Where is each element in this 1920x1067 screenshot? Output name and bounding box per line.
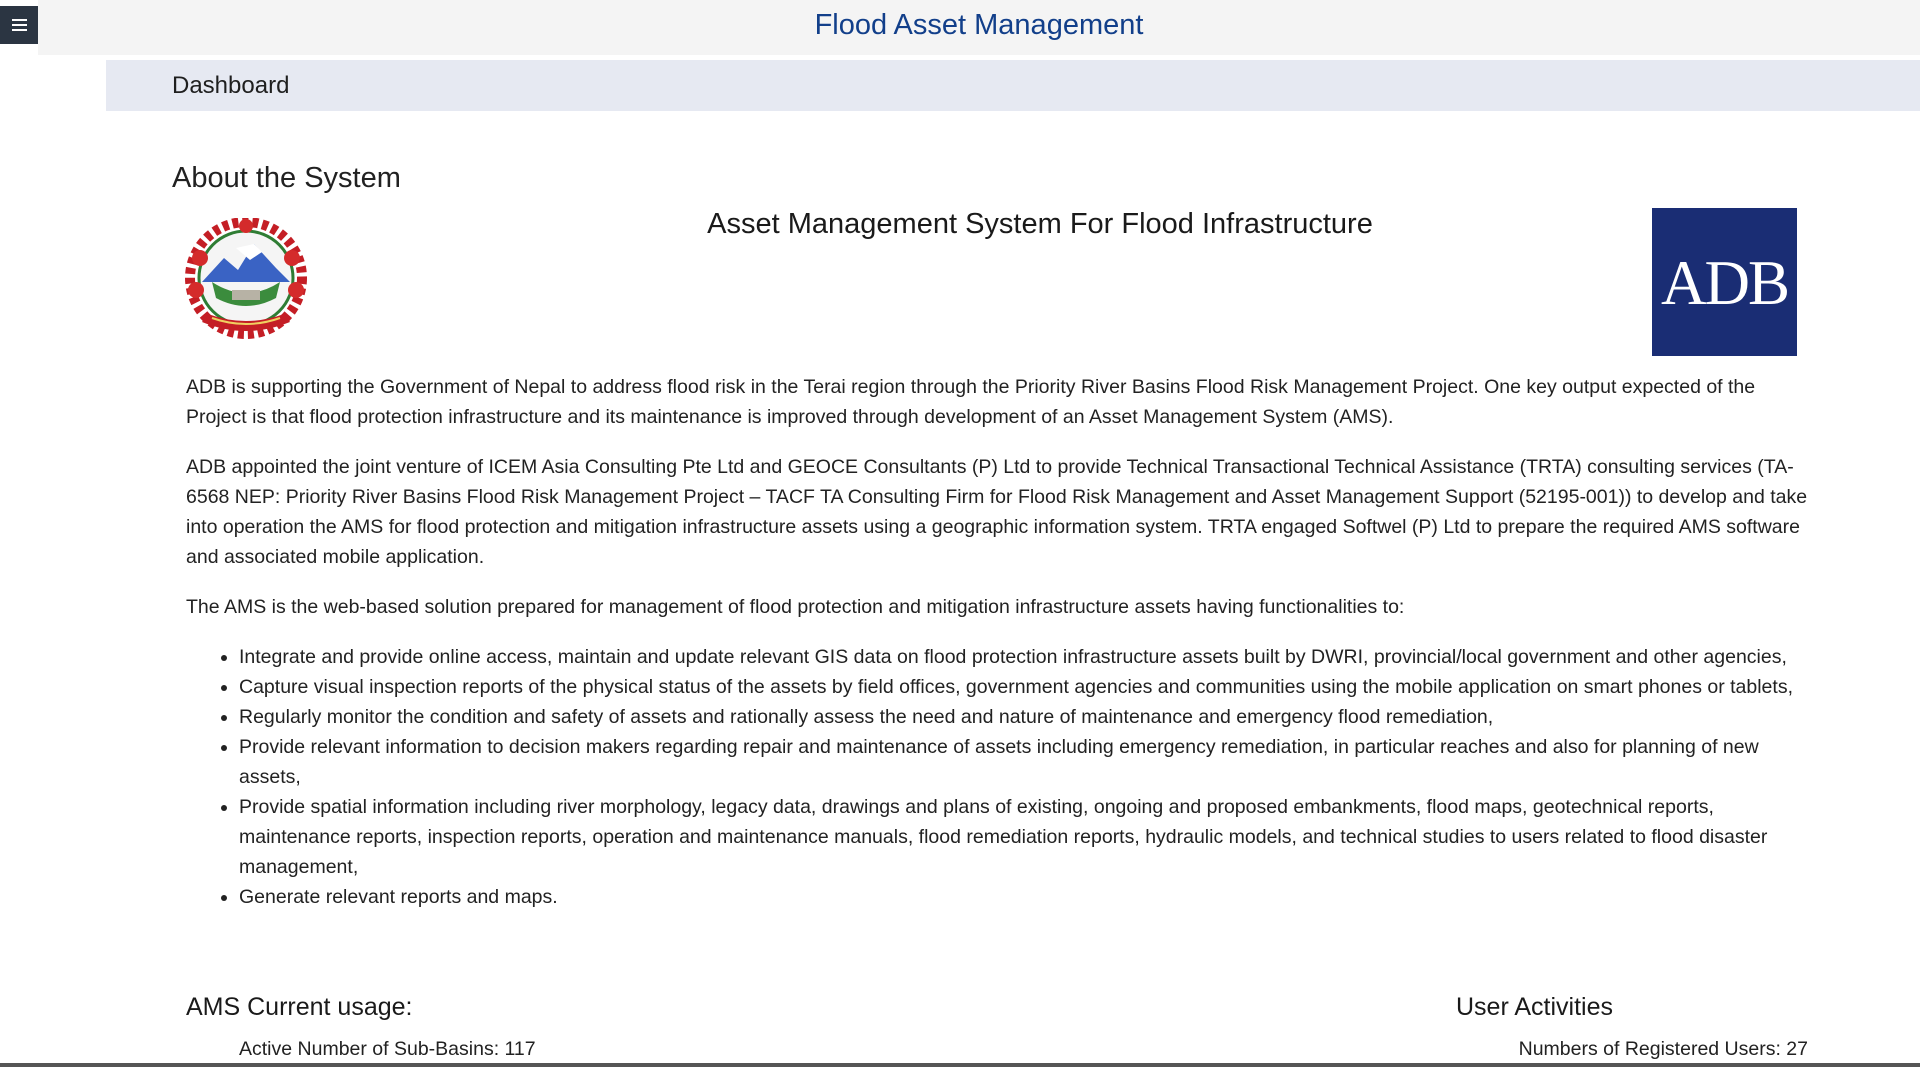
sub-basins-count: Active Number of Sub-Basins: 117 xyxy=(239,1038,536,1060)
user-activities-heading: User Activities xyxy=(1456,993,1613,1021)
list-item: • Integrate and provide online access, maintain and update relevant GIS data on flood protection infrastructure assets built by DWRI, provincial/local government and other agencies, xyxy=(239,642,1812,672)
breadcrumb-dashboard[interactable]: Dashboard xyxy=(172,72,290,99)
about-content xyxy=(186,372,1812,912)
intro-paragraph: ADB is supporting the Government of Nepal to address flood risk in the Terai region through the Priority River Basins Flood Risk Management Project. One key output expected of the Project is that flood protection infrastructure and its maintenance is improved through development of an Asset Management System (AMS). xyxy=(186,376,1756,428)
app-title: Flood Asset Management xyxy=(814,9,1144,41)
usage-heading: AMS Current usage: xyxy=(186,993,413,1021)
list-item: • Generate relevant reports and maps. xyxy=(239,882,1812,912)
functions-list xyxy=(186,642,1812,912)
about-heading: About the System xyxy=(172,162,401,194)
list-item: • Capture visual inspection reports of the physical status of the assets by field offices, government agencies and communities using the mobile application on smart phones or tablets, xyxy=(239,672,1812,702)
top-header xyxy=(38,0,1920,55)
registered-users-count: Numbers of Registered Users: 27 xyxy=(1518,1038,1808,1060)
bottom-divider xyxy=(0,1063,1920,1067)
functions-intro-paragraph: The AMS is the web-based solution prepared for management of flood protection and mitigation infrastructure assets having functionalities to: xyxy=(186,596,1405,618)
system-title: Asset Management System For Flood Infrastructure xyxy=(707,208,1373,240)
adb-logo: ADB xyxy=(1652,208,1797,356)
list-item: • Provide spatial information including river morphology, legacy data, drawings and plans of existing, ongoing and proposed embankments, flood maps, geotechnical reports, maintenance reports, inspection reports, operation and maintenance manuals, flood remediation reports, hydraulic models, and technical studies to users related to flood disaster management, xyxy=(239,792,1812,882)
menu-toggle-button[interactable] xyxy=(0,6,38,44)
list-item: • Provide relevant information to decision makers regarding repair and maintenance of assets including emergency remediation, in particular reaches and also for planning of new assets, xyxy=(239,732,1812,792)
menu-icon xyxy=(12,19,27,31)
list-item: • Regularly monitor the condition and safety of assets and rationally assess the need and nature of maintenance and emergency flood remediation, xyxy=(239,702,1812,732)
trta-paragraph: ADB appointed the joint venture of ICEM Asia Consulting Pte Ltd and GEOCE Consultants (P) Ltd to provide Technical Transactional Technical Assistance (TRTA) consulting services (TA-6568 NEP: Priority River Basins Flood Risk Management Project – TACF TA Consulting Firm for Flood Risk Management and Asset Management Support (52195-001)) to develop and take into operation the AMS for flood protection and mitigation infrastructure assets using a geographic information system. TRTA engaged Softwel (P) Ltd to prepare the required AMS software and associated mobile application. xyxy=(186,456,1808,568)
breadcrumb xyxy=(106,60,1920,111)
